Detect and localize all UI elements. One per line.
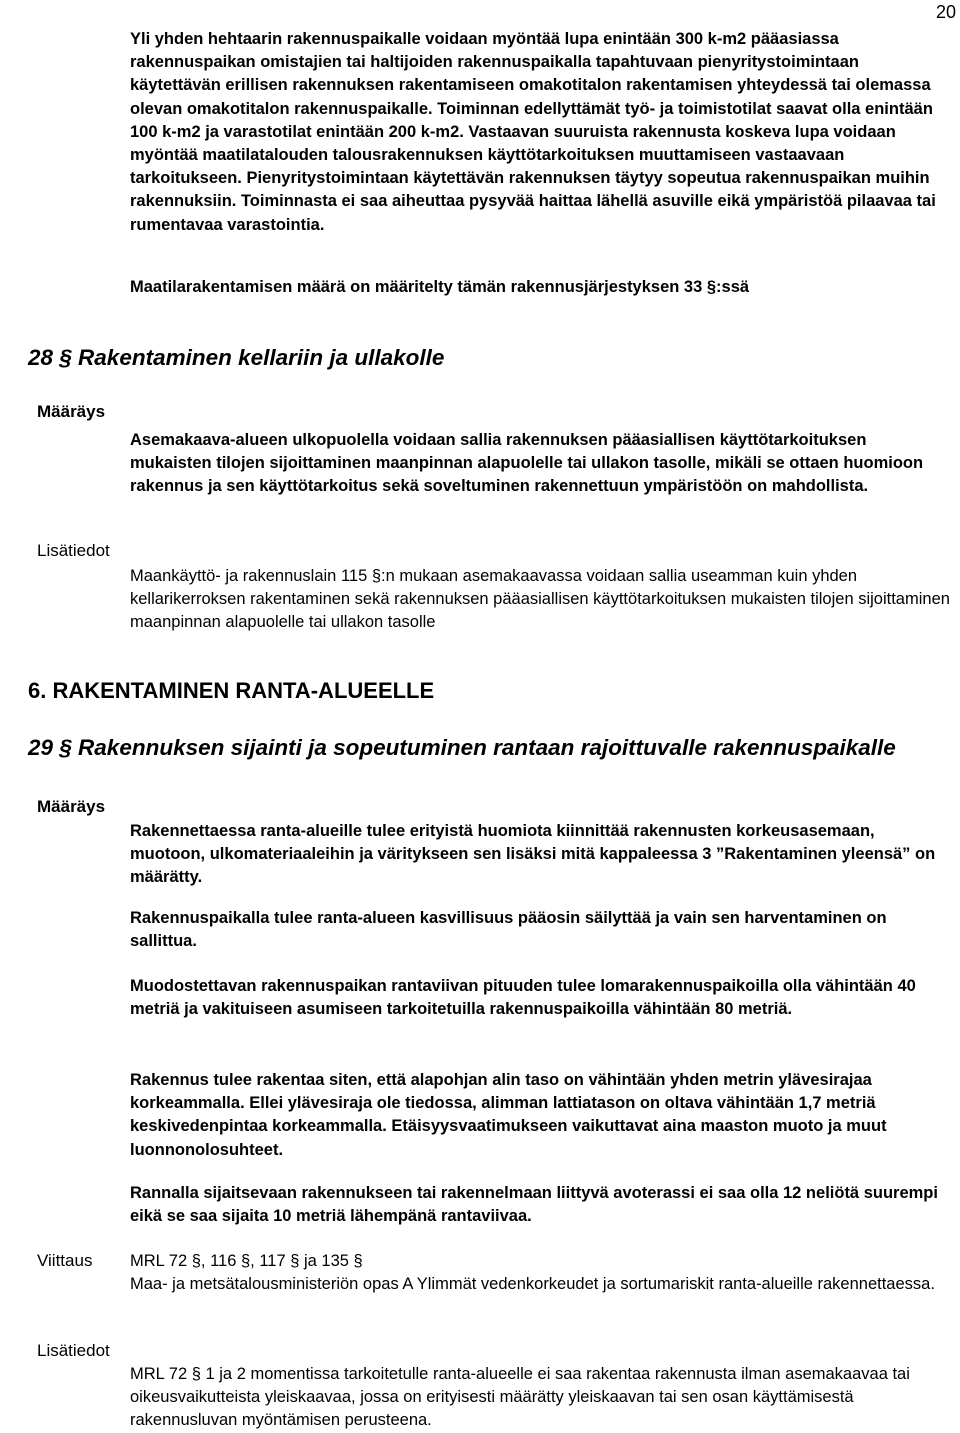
lisatiedot-label-28: Lisätiedot [37, 541, 110, 560]
lisatiedot-label-29: Lisätiedot [37, 1341, 110, 1360]
maarays-label-28: Määräys [37, 402, 106, 421]
maarays-label-29: Määräys [37, 797, 106, 816]
section-29-paragraph-2: Rakennuspaikalla tulee ranta-alueen kasvillisuus pääosin säilyttää ja vain sen harventaminen on sallittua. [130, 909, 887, 951]
viittaus-line-1: MRL 72 §, 116 §, 117 § ja 135 § [130, 1252, 363, 1270]
section-29-paragraph-1: Rakennettaessa ranta-alueille tulee erityistä huomiota kiinnittää rakennusten korkeusasemaan, muotoon, ulkomateriaaleihin ja väritykseen sen lisäksi mitä kappaleessa 3 ”Rakentaminen yleensä” on määrätty. [130, 822, 936, 887]
page-number: 20 [936, 2, 957, 22]
viittaus-line-2: Maa- ja metsätalousministeriön opas A Ylimmät vedenkorkeudet ja sortumariskit ranta-alueille rakennettaessa. [130, 1275, 935, 1293]
section-28-heading: 28 § Rakentaminen kellariin ja ullakolle [28, 345, 445, 370]
intro-paragraph: Yli yhden hehtaarin rakennuspaikalle voidaan myöntää lupa enintään 300 k-m2 pääasiassa rakennuspaikan omistajien tai haltijoiden rakennuspaikalla tapahtuvaan pienyritystoimintaan käytettävän erillisen rakennuksen rakentamiseen omakotitalon rakentamisen yhteydessä tai olemassa olevan omakotitalon rakennuspaikalle. Toiminnan edellyttämät työ- ja toimistotilat saavat olla enintään 100 k-m2 ja varastotilat enintään 200 k-m2. Vastaavan suuruista rakennusta koskeva lupa voidaan myöntää maatilatalouden talousrakennuksen käyttötarkoituksen muuttamiseen vastaavaan tarkoitukseen. Pienyritystoimintaan käytettävän rakennuksen täytyy sopeutua rakennuspaikan muihin rakennuksiin. Toiminnasta ei saa aiheuttaa pysyvää haittaa lähellä asuville eikä ympäristöä pilaavaa tai rumentavaa varastointia. [130, 30, 936, 234]
section-28-lisatiedot-text: Maankäyttö- ja rakennuslain 115 §:n mukaan asemakaavassa voidaan sallia useamman kuin yhden kellarikerroksen rakentaminen sekä rakennuksen pääasiallisen käyttötarkoituksen mukaisten tilojen sijoittaminen maanpinnan alapuolelle tai ullakon tasolle [130, 567, 950, 632]
section-29-paragraph-5: Rannalla sijaitsevaan rakennukseen tai rakennelmaan liittyvä avoterassi ei saa olla 12 neliötä suurempi eikä se saa sijaita 10 metriä lähempänä rantaviivaa. [130, 1184, 938, 1226]
section-29-paragraph-3: Muodostettavan rakennuspaikan rantaviivan pituuden tulee lomarakennuspaikoilla olla vähintään 40 metriä ja vakituiseen asumiseen tarkoitetuilla rakennuspaikoilla vähintään 80 metriä. [130, 977, 916, 1019]
chapter-6-heading: 6. RAKENTAMINEN RANTA-ALUEELLE [28, 678, 435, 703]
intro-note: Maatilarakentamisen määrä on määritelty tämän rakennusjärjestyksen 33 §:ssä [130, 278, 750, 296]
section-29-lisatiedot-text: MRL 72 § 1 ja 2 momentissa tarkoitetulle ranta-alueelle ei saa rakentaa rakennusta ilman asemakaavaa tai oikeusvaikutteista yleiskaavaa, jossa on erityisesti määrätty yleiskaavan tai sen osan käyttämisestä rakennusluvan myöntämisen perusteena. [130, 1365, 910, 1430]
section-29-paragraph-4: Rakennus tulee rakentaa siten, että alapohjan alin taso on vähintään yhden metrin ylävesirajaa korkeammalla. Ellei ylävesiraja ole tiedossa, alimman lattiatason on oltava vähintään 1,7 metriä keskivedenpintaa korkeammalla. Etäisyysvaatimukseen vaikuttavat aina maaston muoto ja muut luonnonolosuhteet. [130, 1071, 887, 1159]
section-29-heading: 29 § Rakennuksen sijainti ja sopeutuminen rantaan rajoittuvalle rakennuspaikalle [28, 735, 896, 760]
viittaus-label: Viittaus [37, 1251, 93, 1270]
section-28-maarays-text: Asemakaava-alueen ulkopuolella voidaan sallia rakennuksen pääasiallisen käyttötarkoituksen mukaisten tilojen sijoittaminen maanpinnan alapuolelle tai ullakon tasolle, mikäli se ottaen huomioon rakennus ja sen käyttötarkoitus sekä soveltuminen rakennettuun ympäristöön on mahdollista. [130, 431, 924, 496]
